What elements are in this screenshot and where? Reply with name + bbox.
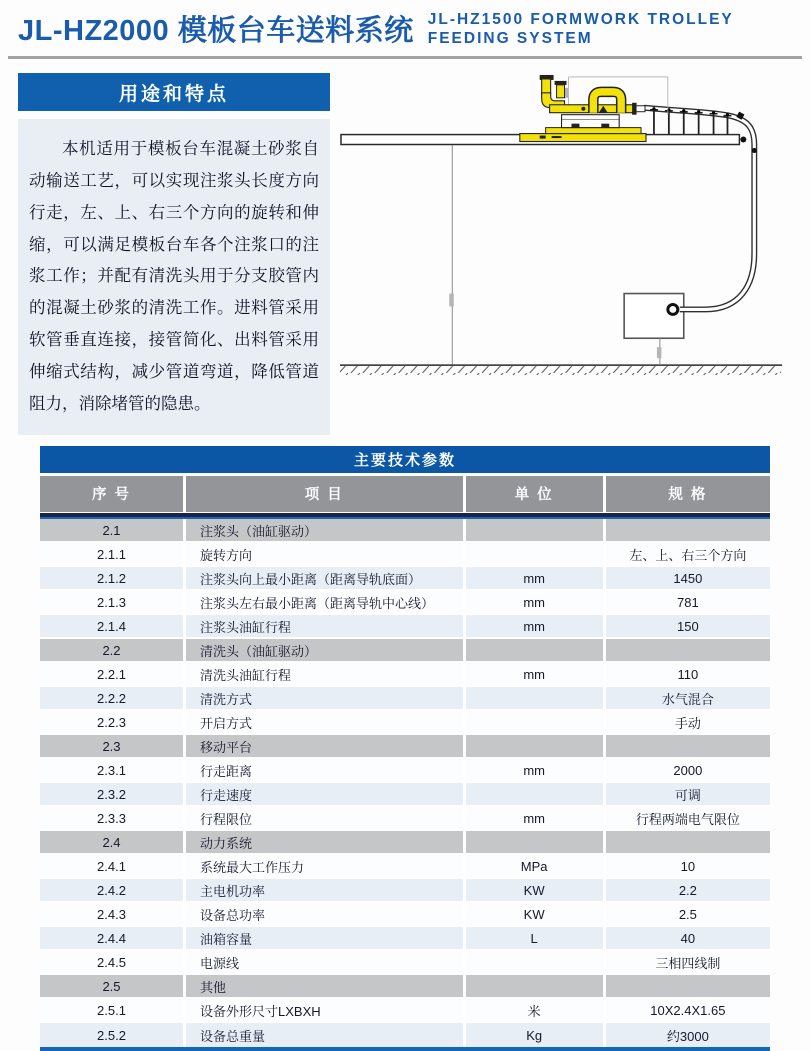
cell-no: 2.5.2 xyxy=(40,1023,186,1047)
cell-no: 2.2 xyxy=(40,639,186,661)
cell-spec: 110 xyxy=(677,666,699,682)
spec-row xyxy=(40,663,770,687)
cell-unit xyxy=(466,711,606,733)
cell-unit: KW xyxy=(466,903,606,925)
cell-item: 设备总功率 xyxy=(186,903,466,925)
cell-item: 注浆头向上最小距离（距离导轨底面） xyxy=(186,567,466,589)
cell-spec xyxy=(606,519,770,541)
spec-row xyxy=(40,711,770,735)
spec-table-header xyxy=(40,476,770,512)
spec-row xyxy=(40,1023,770,1047)
cell-item: 清洗头油缸行程 xyxy=(186,663,466,685)
spec-row xyxy=(40,951,770,975)
cell-item: 主电机功率 xyxy=(186,879,466,901)
cell-item: 开启方式 xyxy=(186,711,466,733)
spec-row xyxy=(40,591,770,615)
cell-item: 设备外形尺寸LXBXH xyxy=(186,999,466,1021)
cell-spec xyxy=(606,735,770,757)
cell-unit: L xyxy=(466,927,606,949)
spec-table-title: 主要技术参数 xyxy=(40,446,770,473)
subtitle-line-2: FEEDING SYSTEM xyxy=(427,29,593,47)
cell-unit xyxy=(466,783,606,805)
features-paragraph: 本机适用于模板台车混凝土砂浆自动输送工艺，可以实现注浆头长度方向行走，左、上、右三个方向的旋转和伸缩，可以满足模板台车各个注浆口的注浆工作；并配有清洗头用于分支胶管内的混凝土砂浆的清洗工作。进料管采用软管垂直连接，接管简化、出料管采用伸缩式结构，减少管道弯道，降低管道阻力，消除堵管的隐患。 xyxy=(29,140,319,413)
cell-unit xyxy=(466,519,606,541)
cell-no: 2.1.2 xyxy=(40,567,186,589)
spec-row xyxy=(40,615,770,639)
cell-spec: 2.5 xyxy=(678,906,697,922)
spec-row xyxy=(40,567,770,591)
page-header xyxy=(0,0,810,49)
spec-row xyxy=(40,999,770,1023)
spec-section-row xyxy=(40,975,770,999)
cell-no: 2.1.1 xyxy=(40,543,186,565)
spec-row xyxy=(40,927,770,951)
height-dimension-line xyxy=(449,146,453,366)
cell-unit xyxy=(466,543,606,565)
cell-item: 移动平台 xyxy=(186,735,466,757)
ground-line xyxy=(340,365,782,375)
cell-no: 2.2.2 xyxy=(40,687,186,709)
cell-spec: 2.2 xyxy=(678,882,697,898)
cell-no: 2.4.1 xyxy=(40,855,186,877)
cell-spec: 10X2.4X1.65 xyxy=(650,1002,726,1018)
cell-item: 行走速度 xyxy=(186,783,466,805)
cell-spec: 150 xyxy=(677,618,699,634)
cell-spec: 约3000 xyxy=(666,1028,709,1044)
cell-unit: mm xyxy=(466,615,606,637)
cell-spec xyxy=(606,639,770,661)
cell-no: 2.4.4 xyxy=(40,927,186,949)
cell-spec: 手动 xyxy=(674,715,701,731)
cell-item: 旋转方向 xyxy=(186,543,466,565)
cell-no: 2.4.3 xyxy=(40,903,186,925)
col-header-no: 序 号 xyxy=(40,476,186,512)
cell-spec: 左、上、右三个方向 xyxy=(629,547,747,563)
cell-item: 动力系统 xyxy=(186,831,466,853)
cell-unit: 米 xyxy=(466,999,606,1021)
cell-no: 2.4.2 xyxy=(40,879,186,901)
cell-item: 其他 xyxy=(186,975,466,997)
spec-row xyxy=(40,759,770,783)
pump-box xyxy=(624,294,684,366)
cell-item: 清洗方式 xyxy=(186,687,466,709)
cell-unit: mm xyxy=(466,591,606,613)
cell-item: 行走距离 xyxy=(186,759,466,781)
cell-unit xyxy=(466,735,606,757)
cell-no: 2.3.3 xyxy=(40,807,186,829)
cell-item: 油箱容量 xyxy=(186,927,466,949)
page-title: JL-HZ2000 模板台车送料系统 xyxy=(18,15,414,47)
content-row xyxy=(0,59,810,435)
cell-unit xyxy=(466,687,606,709)
cell-unit: mm xyxy=(466,567,606,589)
spec-row xyxy=(40,879,770,903)
cell-no: 2.2.3 xyxy=(40,711,186,733)
cell-item: 设备总重量 xyxy=(186,1023,466,1047)
cell-unit xyxy=(466,975,606,997)
spec-row xyxy=(40,687,770,711)
cell-unit: mm xyxy=(466,759,606,781)
spec-table-body xyxy=(40,519,770,1047)
cell-no: 2.2.1 xyxy=(40,663,186,685)
spec-section-row xyxy=(40,639,770,663)
col-header-spec: 规 格 xyxy=(668,487,708,504)
cell-unit: Kg xyxy=(466,1023,606,1047)
subtitle-line-1: JL-HZ1500 FORMWORK TROLLEY xyxy=(427,11,734,28)
cell-item: 注浆头（油缸驱动） xyxy=(186,519,466,541)
cell-unit xyxy=(466,951,606,973)
spec-row xyxy=(40,543,770,567)
col-header-item: 项 目 xyxy=(186,476,466,512)
cell-unit xyxy=(466,639,606,661)
cell-unit: mm xyxy=(466,663,606,685)
cell-item: 行程限位 xyxy=(186,807,466,829)
cell-unit xyxy=(466,831,606,853)
cell-unit: mm xyxy=(466,807,606,829)
cell-no: 2.5 xyxy=(40,975,186,997)
spec-section-row xyxy=(40,519,770,543)
cell-spec: 40 xyxy=(680,930,696,946)
features-text-box xyxy=(18,119,330,435)
cell-spec xyxy=(606,831,770,853)
cell-spec: 可调 xyxy=(674,787,701,803)
cell-no: 2.5.1 xyxy=(40,999,186,1021)
cell-spec: 10 xyxy=(680,858,696,874)
cell-no: 2.3.1 xyxy=(40,759,186,781)
spec-row xyxy=(40,903,770,927)
cell-no: 2.1.3 xyxy=(40,591,186,613)
cell-no: 2.3 xyxy=(40,735,186,757)
cell-unit: MPa xyxy=(466,855,606,877)
cell-no: 2.4.5 xyxy=(40,951,186,973)
cell-no: 2.4 xyxy=(40,831,186,853)
spec-section-row xyxy=(40,831,770,855)
cell-spec: 781 xyxy=(677,594,699,610)
cell-spec: 行程两端电气限位 xyxy=(635,811,740,827)
cell-no: 2.3.2 xyxy=(40,783,186,805)
features-panel xyxy=(18,73,330,435)
cell-unit: KW xyxy=(466,879,606,901)
cell-spec: 2000 xyxy=(673,762,703,778)
cell-item: 电源线 xyxy=(186,951,466,973)
hose-connector xyxy=(668,304,678,314)
cell-item: 系统最大工作压力 xyxy=(186,855,466,877)
cell-no: 2.1 xyxy=(40,519,186,541)
cell-spec: 水气混合 xyxy=(661,691,714,707)
spec-row xyxy=(40,807,770,831)
cell-item: 清洗头（油缸驱动） xyxy=(186,639,466,661)
base-rail xyxy=(520,134,646,142)
cell-spec: 1450 xyxy=(673,570,703,586)
spec-table xyxy=(40,446,770,1051)
spec-row xyxy=(40,783,770,807)
features-heading: 用途和特点 xyxy=(18,73,330,111)
cell-no: 2.1.4 xyxy=(40,615,186,637)
spec-row xyxy=(40,855,770,879)
cell-item: 注浆头油缸行程 xyxy=(186,615,466,637)
cell-item: 注浆头左右最小距离（距离导轨中心线） xyxy=(186,591,466,613)
technical-diagram xyxy=(338,65,808,435)
spec-section-row xyxy=(40,735,770,759)
page-subtitle-en xyxy=(428,11,734,48)
col-header-unit: 单 位 xyxy=(466,476,606,512)
cell-spec: 三相四线制 xyxy=(655,955,721,971)
table-bottom-border xyxy=(40,1047,770,1051)
cell-spec xyxy=(606,975,770,997)
